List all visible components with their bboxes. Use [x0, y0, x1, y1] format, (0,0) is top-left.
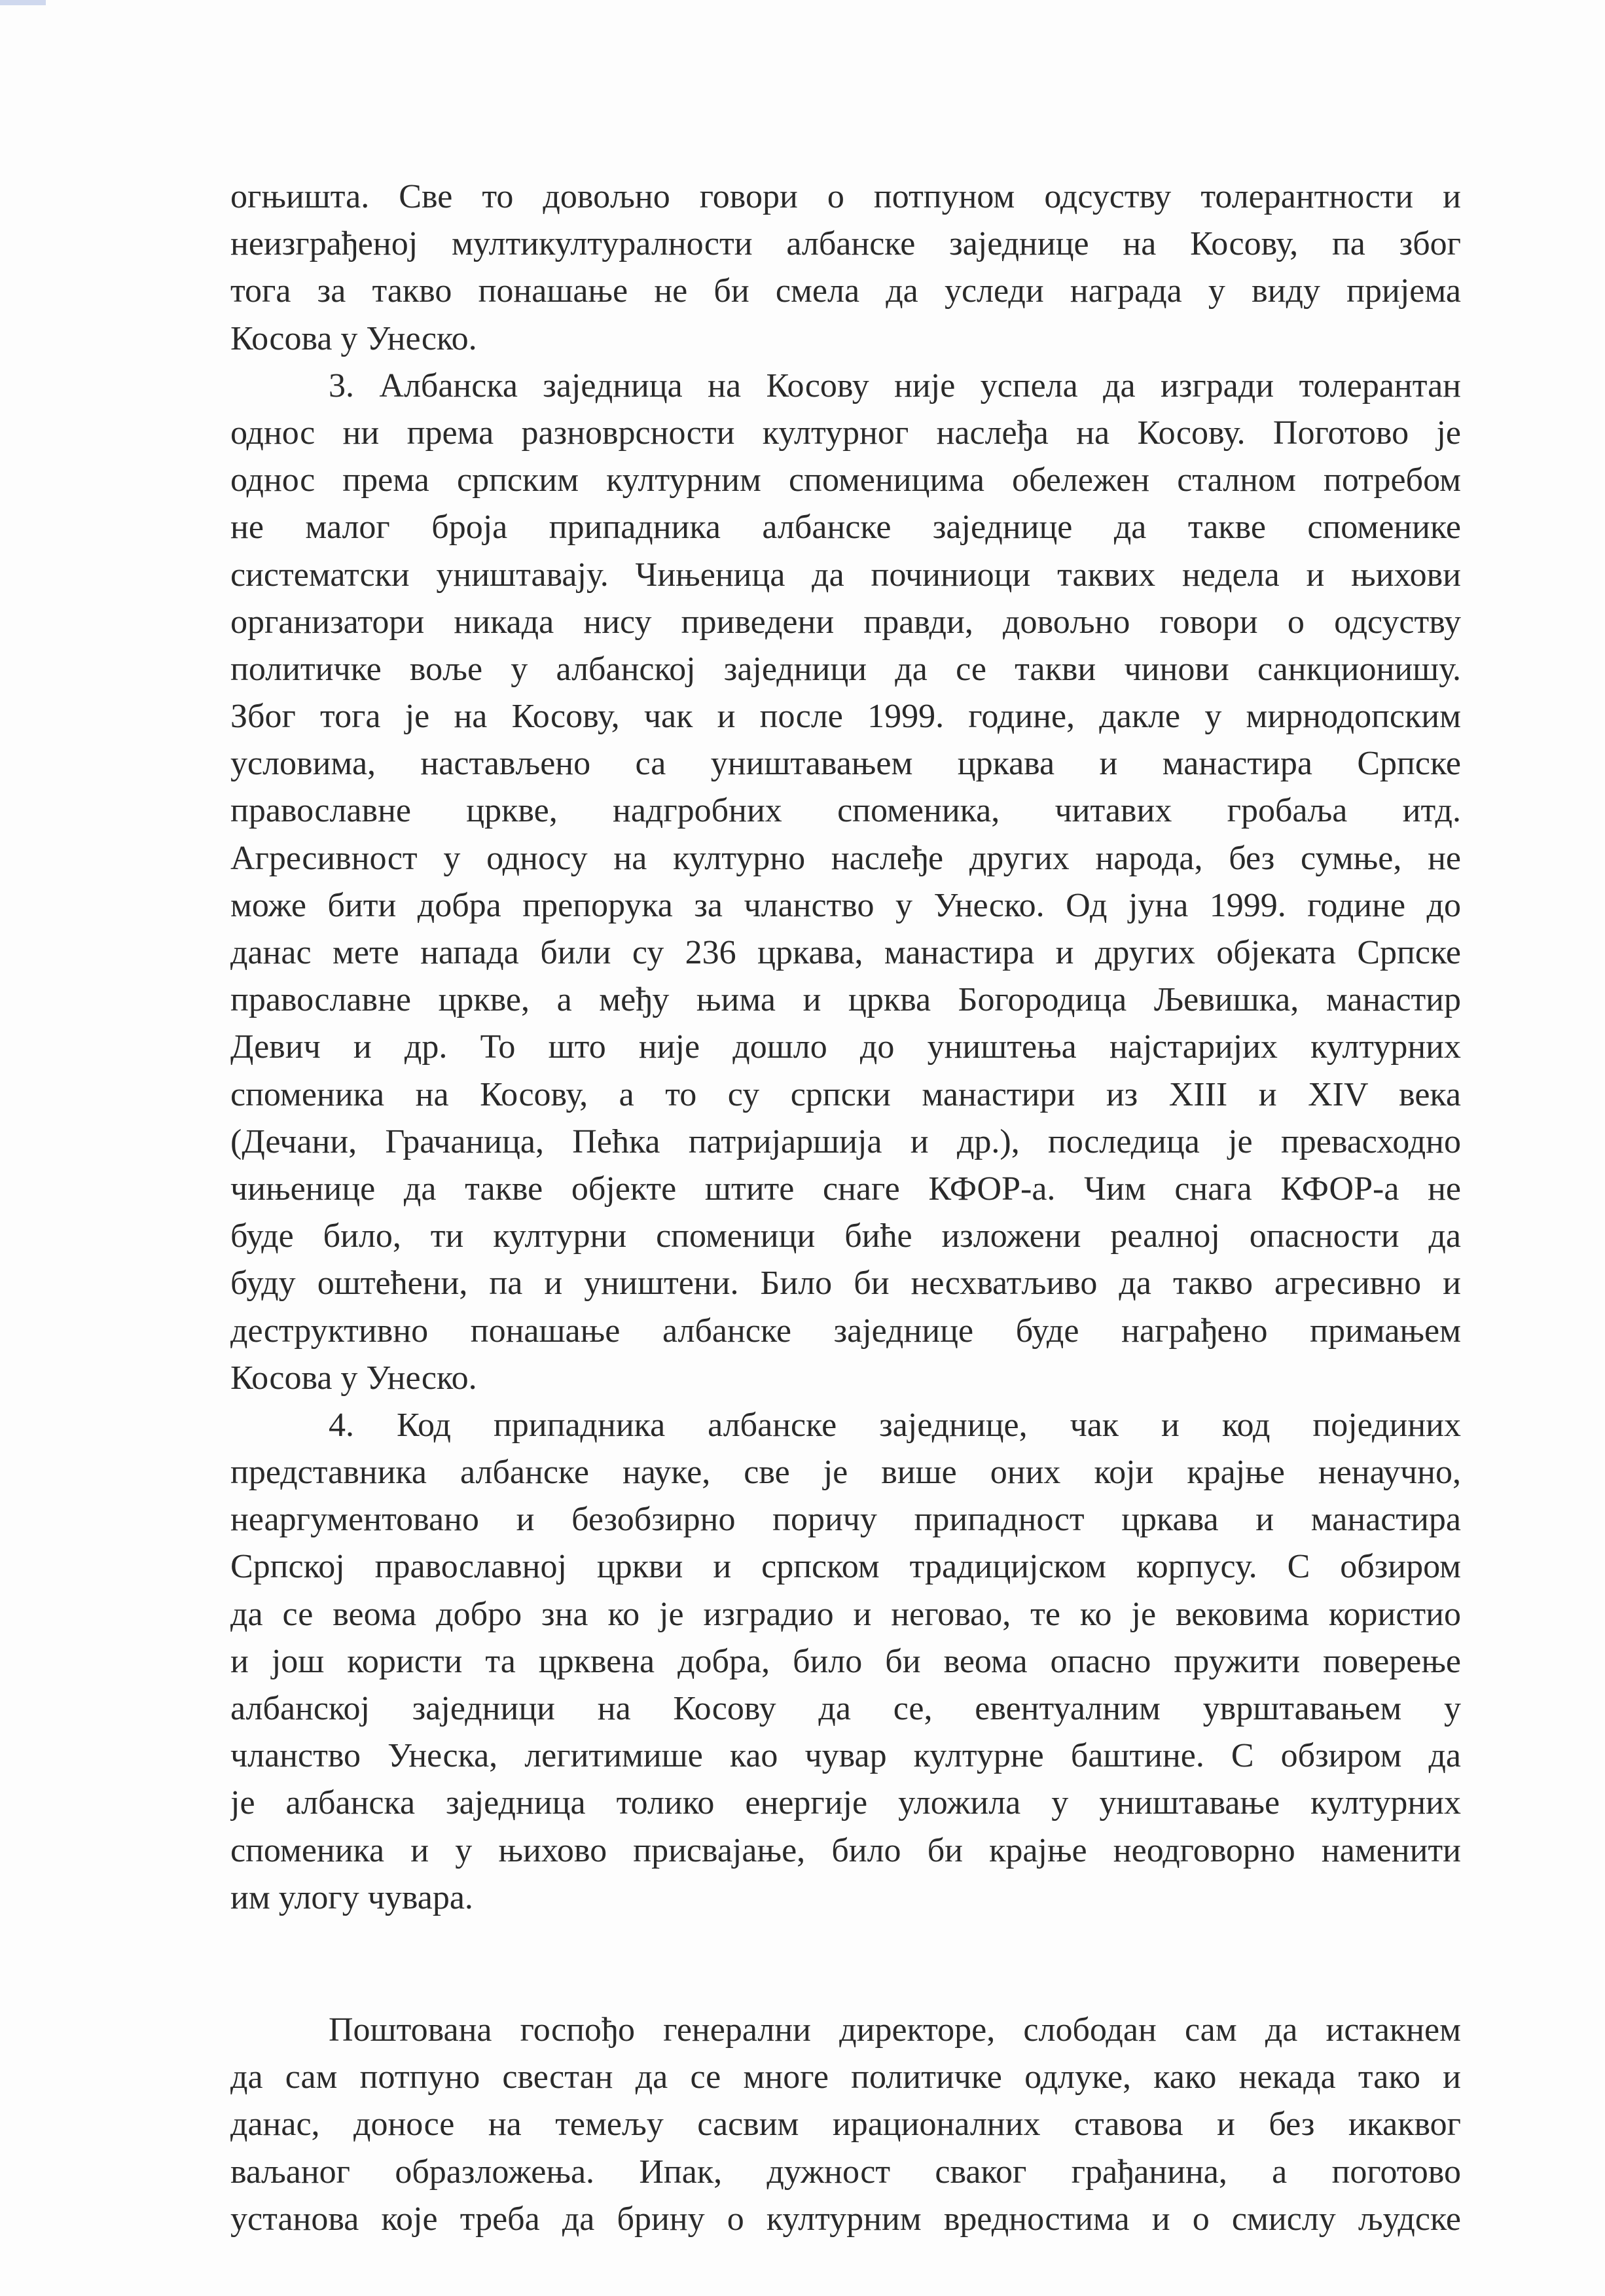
paragraph-gap — [230, 1922, 1461, 2007]
text-line: споменика на Косову, а то су српски манастири из XIII и XIV века — [230, 1075, 1461, 1113]
text-line: условима, настављено са уништавањем цркава и манастира Српске — [230, 745, 1461, 783]
text-line: буду оштећени, па и уништени. Било би несхватљиво да такво агресивно и — [230, 1265, 1461, 1302]
text-line: буде било, ти културни споменици биће изложени реалној опасности да — [230, 1217, 1461, 1255]
document-body — [230, 173, 1461, 2243]
text-line: неизграђеној мултикултуралности албанске заједнице на Косову, па због — [230, 225, 1461, 263]
text-line: да сам потпуно свестан да се многе политичке одлуке, како некада тако и — [230, 2058, 1461, 2096]
text-line: огњишта. Све то довољно говори о потпуном одсуству толерантности и — [230, 178, 1461, 215]
text-line: албанској заједници на Косову да се, евентуалним уврштавањем у — [230, 1690, 1461, 1727]
text-line: представника албанске науке, све је више оних који крајње ненаучно, — [230, 1454, 1461, 1492]
text-line: однос према српским културним споменицима обележен сталном потребом — [230, 461, 1461, 499]
paragraph-3 — [230, 1402, 1461, 1922]
text-line: споменика и у њихово присвајање, било би крајње неодговорно наменити — [230, 1831, 1461, 1869]
text-line: ваљаног образложења. Ипак, дужност сваког грађанина, а поготово — [230, 2153, 1461, 2191]
paragraph-4 — [230, 2007, 1461, 2243]
text-line: 4. Код припадника албанске заједнице, чак и код појединих — [329, 1406, 1461, 1444]
text-line: православне цркве, надгробних споменика, читавих гробаља итд. — [230, 792, 1461, 830]
text-line: Косова у Унеско. — [230, 319, 477, 357]
text-line: је албанска заједница толико енергије уложила у уништавање културних — [230, 1784, 1461, 1822]
text-line: систематски уништавају. Чињеница да починиоци таквих недела и њихови — [230, 556, 1461, 594]
text-line: политичке воље у албанској заједници да се такви чинови санкционишу. — [230, 650, 1461, 688]
text-line: тога за такво понашање не би смела да уследи награда у виду пријема — [230, 272, 1461, 310]
text-line: и још користи та црквена добра, било би веома опасно пружити поверење — [230, 1642, 1461, 1680]
scan-edge-mark — [0, 0, 46, 5]
text-line: чланство Унеска, легитимише као чувар културне баштине. С обзиром да — [230, 1737, 1461, 1775]
text-line: Због тога је на Косову, чак и после 1999. године, дакле у мирнодопским — [230, 698, 1461, 736]
text-line: Агресивност у односу на културно наслеђе других народа, без сумње, не — [230, 839, 1461, 877]
text-line: може бити добра препорука за чланство у Унеско. Од јуна 1999. године до — [230, 886, 1461, 924]
text-line: (Дечани, Грачаница, Пећка патријаршија и др.), последица је превасходно — [230, 1122, 1461, 1160]
text-line: не малог броја припадника албанске заједнице да такве споменике — [230, 509, 1461, 547]
text-line: однос ни према разноврсности културног наслеђа на Косову. Поготово је — [230, 414, 1461, 452]
text-line: чињенице да такве објекте штите снаге КФОР-а. Чим снага КФОР-а не — [230, 1170, 1461, 1208]
paragraph-2 — [230, 363, 1461, 1402]
text-line: деструктивно понашање албанске заједнице буде награђено примањем — [230, 1312, 1461, 1350]
text-line: неаргументовано и безобзирно поричу припадност цркава и манастира — [230, 1501, 1461, 1539]
text-line: 3. Албанска заједница на Косову није успела да изгради толерантан — [329, 367, 1461, 404]
text-line: православне цркве, а међу њима и црква Богородица Љевишка, манастир — [230, 981, 1461, 1019]
text-line: Косова у Унеско. — [230, 1359, 477, 1397]
paragraph-1 — [230, 173, 1461, 363]
text-line: данас, доносе на темељу сасвим ирационалних ставова и без икаквог — [230, 2106, 1461, 2144]
text-line: данас мете напада били су 236 цркава, манастира и других објеката Српске — [230, 934, 1461, 971]
text-line: им улогу чувара. — [230, 1878, 473, 1916]
text-line: установа које треба да брину о културним вредностима и о смислу људске — [230, 2200, 1461, 2238]
text-line: организатори никада нису приведени правди, довољно говори о одсуству — [230, 603, 1461, 641]
text-line: Српској православној цркви и српском традицијском корпусу. С обзиром — [230, 1548, 1461, 1586]
text-line: Девич и др. То што није дошло до уништења најстаријих културних — [230, 1028, 1461, 1066]
text-line: Поштована госпођо генерални директоре, слободан сам да истакнем — [329, 2011, 1461, 2049]
text-line: да се веома добро зна ко је изградио и неговао, те ко је вековима користио — [230, 1595, 1461, 1633]
